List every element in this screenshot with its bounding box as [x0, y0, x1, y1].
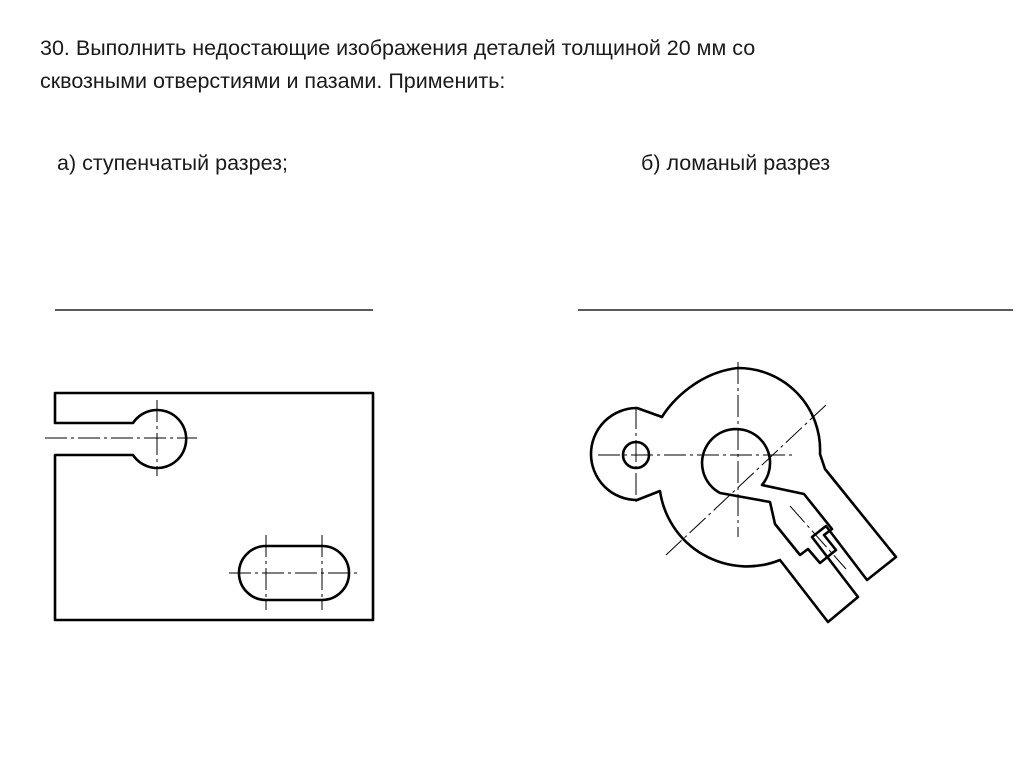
part-b-hub-axis-diagonal [666, 405, 826, 555]
part-b [591, 362, 896, 622]
task-line-1: 30. Выполнить недостающие изображения деталей толщиной 20 мм со [40, 36, 756, 60]
part-a [45, 393, 373, 620]
part-a-outline [55, 393, 373, 620]
task-line-2: сквозными отверстиями и пазами. Применить: [40, 69, 506, 93]
part-b-outline [591, 368, 896, 622]
variant-a-label: а) ступенчатый разрез; [57, 151, 288, 175]
variant-b-label: б) ломаный разрез [641, 151, 831, 175]
